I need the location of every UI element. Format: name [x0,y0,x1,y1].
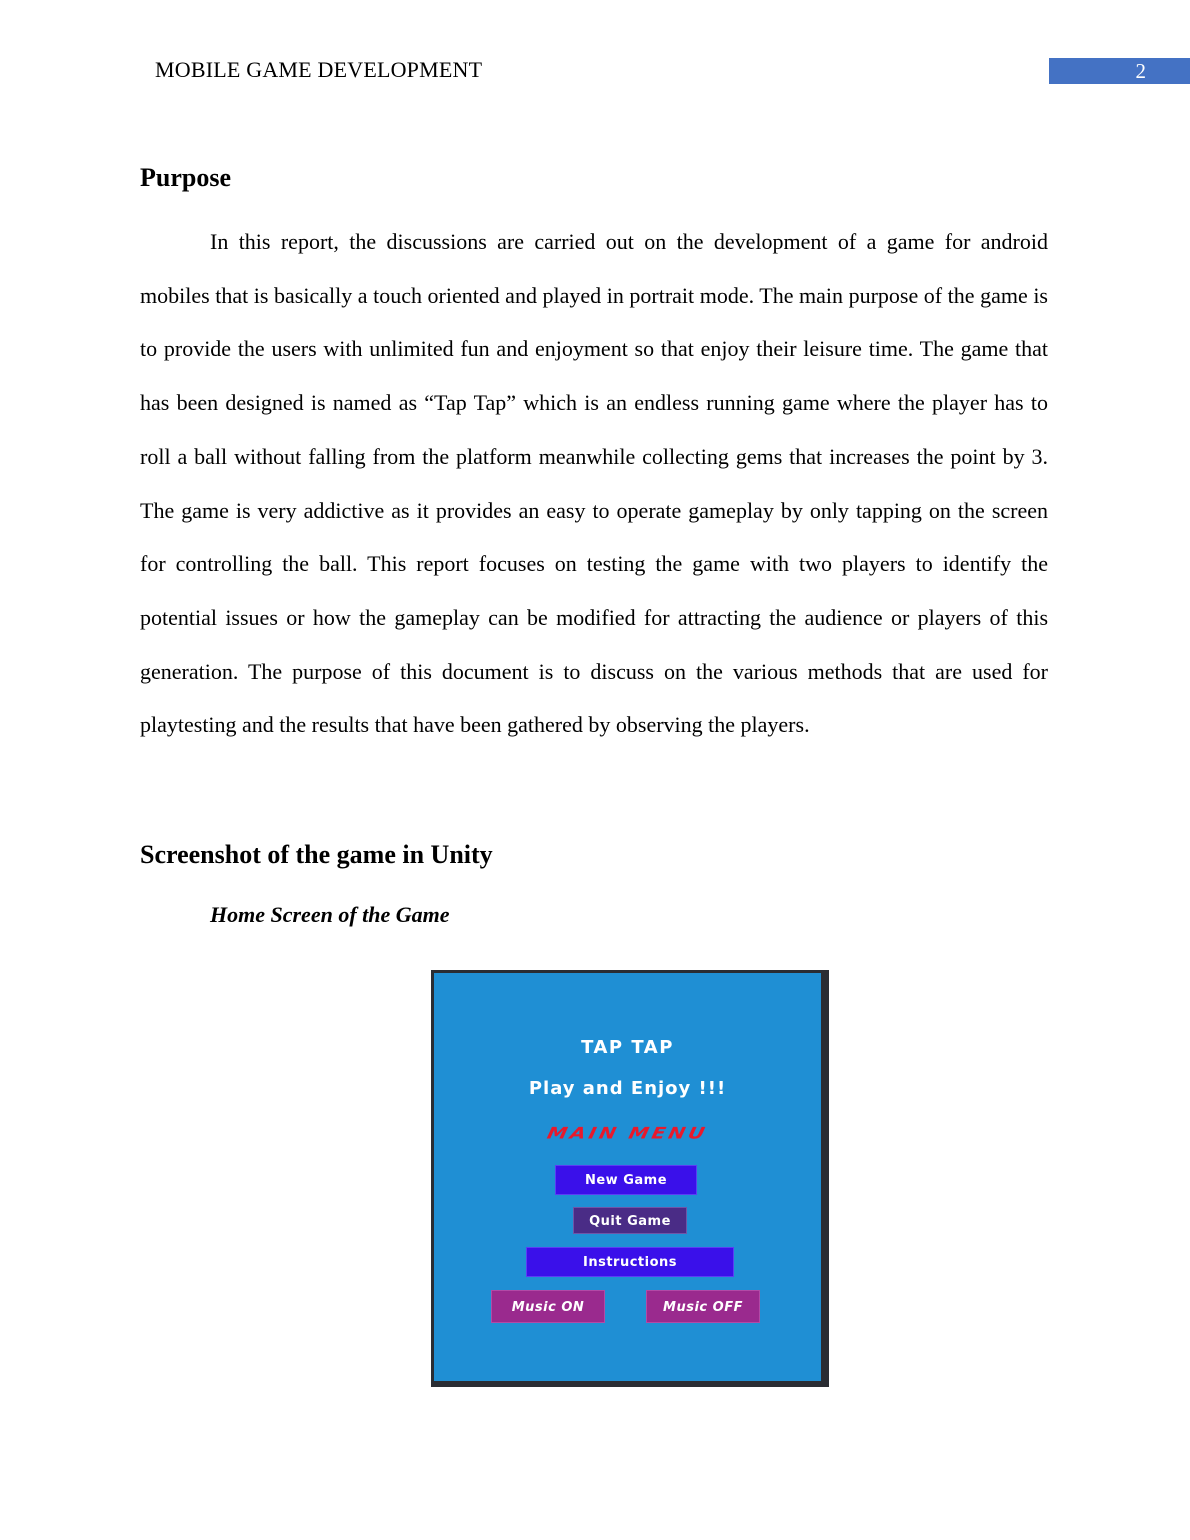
screenshot-heading: Screenshot of the game in Unity [140,840,493,869]
main-menu-label: MAIN MENU [545,1123,710,1143]
game-screenshot [431,970,829,1387]
purpose-heading: Purpose [140,163,231,192]
page-number: 2 [1049,58,1190,84]
music-off-button[interactable]: Music OFF [646,1290,760,1323]
purpose-paragraph: In this report, the discussions are carried out on the development of a game for android mobiles that is basically a touch oriented and played in portrait mode. The main purpose of the game is to provide the users with unlimited fun and enjoyment so that enjoy their leisure time. The game that has been designed is named as “Tap Tap” which is an endless running game where the player has to roll a ball without falling from the platform meanwhile collecting gems that increases the point by 3. The game is very addictive as it provides an easy to operate gameplay by only tapping on the screen for controlling the ball. This report focuses on testing the game with two players to identify the potential issues or how the gameplay can be modified for attracting the audience or players of this generation. The purpose of this document is to discuss on the various methods that are used for playtesting and the results that have been gathered by observing the players. [140,229,1048,738]
game-subtitle: Play and Enjoy !!! [528,1078,727,1099]
quit-game-button[interactable]: Quit Game [573,1207,687,1234]
instructions-button[interactable]: Instructions [526,1247,734,1277]
game-title: TAP TAP [581,1037,674,1058]
screenshot-subheading: Home Screen of the Game [210,902,450,927]
new-game-button[interactable]: New Game [555,1165,697,1195]
running-head: MOBILE GAME DEVELOPMENT [155,57,483,82]
music-on-button[interactable]: Music ON [491,1290,605,1323]
game-home-screen [434,973,821,1381]
